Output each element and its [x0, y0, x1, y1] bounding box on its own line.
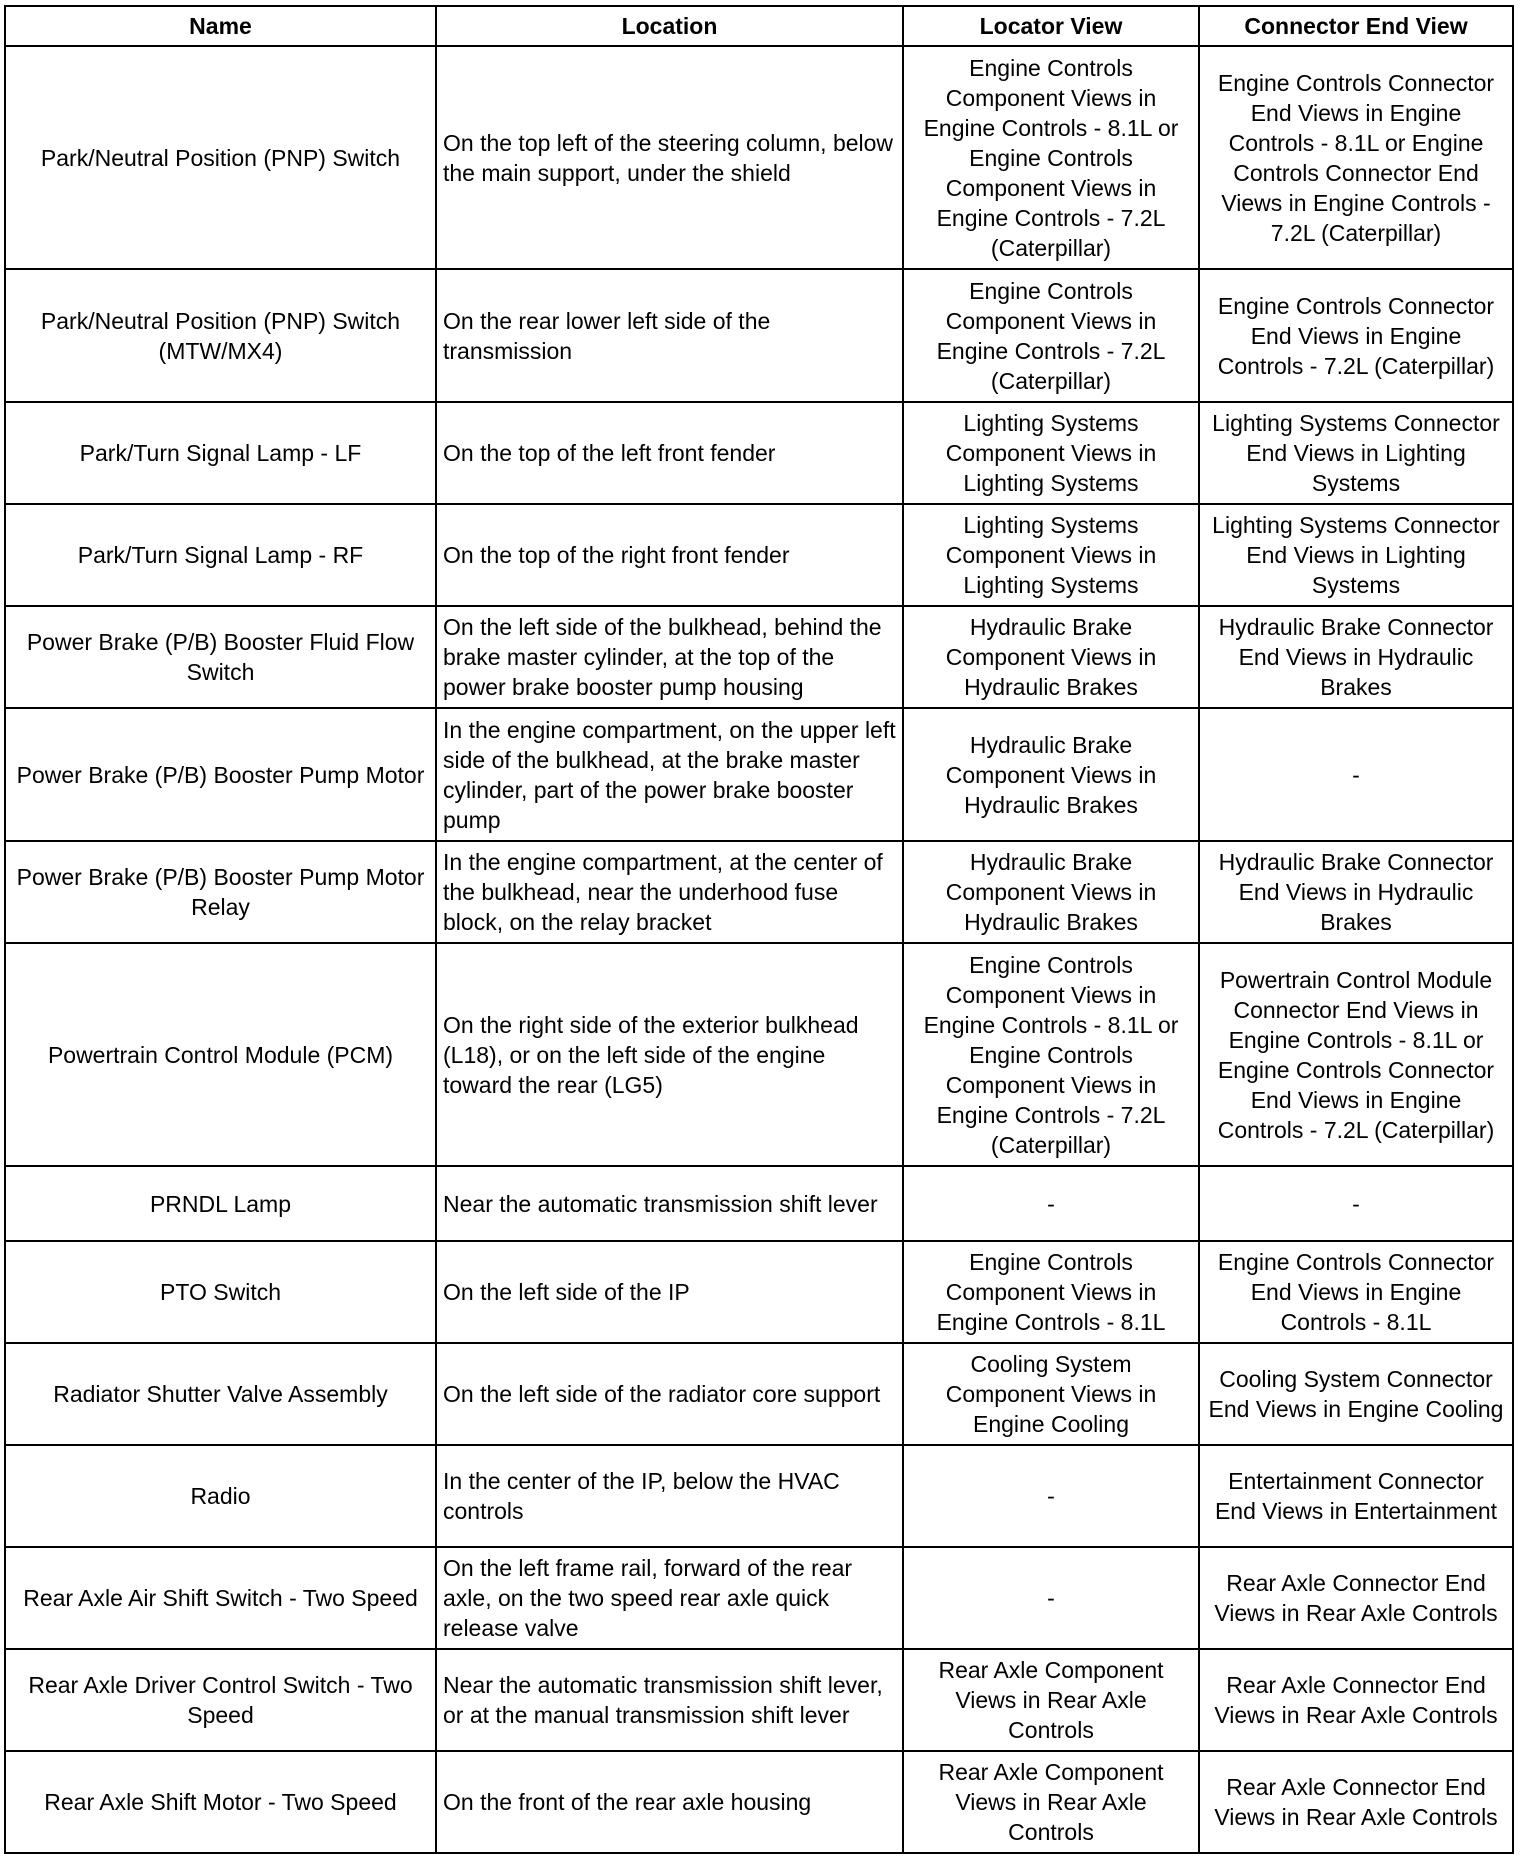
component-location: Near the automatic transmission shift lever — [436, 1166, 903, 1241]
connector-end-view: Hydraulic Brake Connector End Views in Hydraulic Brakes — [1199, 841, 1513, 943]
component-location: On the top of the right front fender — [436, 504, 903, 606]
table-row — [5, 943, 1513, 1166]
component-name: Rear Axle Driver Control Switch - Two Speed — [5, 1649, 436, 1751]
component-name: Rear Axle Air Shift Switch - Two Speed — [5, 1547, 436, 1649]
component-name: Park/Turn Signal Lamp - RF — [5, 504, 436, 606]
table-row — [5, 606, 1513, 708]
component-name: Radiator Shutter Valve Assembly — [5, 1343, 436, 1445]
connector-end-view: - — [1199, 708, 1513, 841]
component-location: On the top left of the steering column, below the main support, under the shield — [436, 46, 903, 269]
component-location: In the engine compartment, at the center of the bulkhead, near the underhood fuse block, on the relay bracket — [436, 841, 903, 943]
component-name: Power Brake (P/B) Booster Pump Motor — [5, 708, 436, 841]
connector-end-view: - — [1199, 1166, 1513, 1241]
connector-end-view: Hydraulic Brake Connector End Views in Hydraulic Brakes — [1199, 606, 1513, 708]
component-name: Powertrain Control Module (PCM) — [5, 943, 436, 1166]
table-row — [5, 269, 1513, 402]
locator-view: - — [903, 1445, 1199, 1547]
locator-view: Hydraulic Brake Component Views in Hydraulic Brakes — [903, 708, 1199, 841]
table-row — [5, 1649, 1513, 1751]
connector-end-view: Engine Controls Connector End Views in Engine Controls - 8.1L — [1199, 1241, 1513, 1343]
locator-view: Rear Axle Component Views in Rear Axle Controls — [903, 1751, 1199, 1853]
component-name: Radio — [5, 1445, 436, 1547]
component-name: PRNDL Lamp — [5, 1166, 436, 1241]
component-locator-table — [4, 5, 1514, 1854]
table-row — [5, 1343, 1513, 1445]
component-location: On the rear lower left side of the transmission — [436, 269, 903, 402]
component-location: On the left side of the bulkhead, behind the brake master cylinder, at the top of the power brake booster pump housing — [436, 606, 903, 708]
table-row — [5, 1445, 1513, 1547]
component-location: On the left frame rail, forward of the rear axle, on the two speed rear axle quick release valve — [436, 1547, 903, 1649]
header-locator-view: Locator View — [903, 6, 1199, 46]
component-location: On the right side of the exterior bulkhead (L18), or on the left side of the engine toward the rear (LG5) — [436, 943, 903, 1166]
component-location: On the front of the rear axle housing — [436, 1751, 903, 1853]
locator-view: - — [903, 1166, 1199, 1241]
connector-end-view: Rear Axle Connector End Views in Rear Axle Controls — [1199, 1751, 1513, 1853]
header-connector-end-view: Connector End View — [1199, 6, 1513, 46]
header-location: Location — [436, 6, 903, 46]
table-row — [5, 46, 1513, 269]
component-name: Park/Neutral Position (PNP) Switch — [5, 46, 436, 269]
connector-end-view: Lighting Systems Connector End Views in Lighting Systems — [1199, 402, 1513, 504]
connector-end-view: Rear Axle Connector End Views in Rear Axle Controls — [1199, 1649, 1513, 1751]
table-row — [5, 708, 1513, 841]
component-name: Power Brake (P/B) Booster Fluid Flow Switch — [5, 606, 436, 708]
table-row — [5, 1751, 1513, 1853]
header-row — [5, 6, 1513, 46]
locator-view: Engine Controls Component Views in Engine Controls - 8.1L — [903, 1241, 1199, 1343]
locator-view: Lighting Systems Component Views in Lighting Systems — [903, 402, 1199, 504]
connector-end-view: Powertrain Control Module Connector End Views in Engine Controls - 8.1L or Engine Controls Connector End Views in Engine Controls - 7.2L (Caterpillar) — [1199, 943, 1513, 1166]
connector-end-view: Engine Controls Connector End Views in Engine Controls - 8.1L or Engine Controls Connector End Views in Engine Controls - 7.2L (Caterpillar) — [1199, 46, 1513, 269]
connector-end-view: Rear Axle Connector End Views in Rear Axle Controls — [1199, 1547, 1513, 1649]
locator-view: Engine Controls Component Views in Engine Controls - 7.2L (Caterpillar) — [903, 269, 1199, 402]
locator-view: Hydraulic Brake Component Views in Hydraulic Brakes — [903, 841, 1199, 943]
connector-end-view: Entertainment Connector End Views in Entertainment — [1199, 1445, 1513, 1547]
component-locator-sheet — [4, 5, 1512, 1854]
component-name: PTO Switch — [5, 1241, 436, 1343]
component-name: Park/Turn Signal Lamp - LF — [5, 402, 436, 504]
locator-view: Cooling System Component Views in Engine Cooling — [903, 1343, 1199, 1445]
table-row — [5, 841, 1513, 943]
component-location: On the top of the left front fender — [436, 402, 903, 504]
component-location: In the center of the IP, below the HVAC controls — [436, 1445, 903, 1547]
locator-view: Lighting Systems Component Views in Lighting Systems — [903, 504, 1199, 606]
table-row — [5, 402, 1513, 504]
component-name: Rear Axle Shift Motor - Two Speed — [5, 1751, 436, 1853]
locator-view: Rear Axle Component Views in Rear Axle Controls — [903, 1649, 1199, 1751]
component-name: Power Brake (P/B) Booster Pump Motor Relay — [5, 841, 436, 943]
table-row — [5, 504, 1513, 606]
locator-view: Hydraulic Brake Component Views in Hydraulic Brakes — [903, 606, 1199, 708]
component-location: Near the automatic transmission shift lever, or at the manual transmission shift lever — [436, 1649, 903, 1751]
header-name: Name — [5, 6, 436, 46]
locator-view: - — [903, 1547, 1199, 1649]
locator-view: Engine Controls Component Views in Engine Controls - 8.1L or Engine Controls Component Views in Engine Controls - 7.2L (Caterpillar) — [903, 943, 1199, 1166]
connector-end-view: Engine Controls Connector End Views in Engine Controls - 7.2L (Caterpillar) — [1199, 269, 1513, 402]
connector-end-view: Lighting Systems Connector End Views in Lighting Systems — [1199, 504, 1513, 606]
table-row — [5, 1547, 1513, 1649]
locator-view: Engine Controls Component Views in Engine Controls - 8.1L or Engine Controls Component Views in Engine Controls - 7.2L (Caterpillar) — [903, 46, 1199, 269]
connector-end-view: Cooling System Connector End Views in Engine Cooling — [1199, 1343, 1513, 1445]
component-location: On the left side of the radiator core support — [436, 1343, 903, 1445]
component-location: On the left side of the IP — [436, 1241, 903, 1343]
component-name: Park/Neutral Position (PNP) Switch (MTW/MX4) — [5, 269, 436, 402]
table-row — [5, 1241, 1513, 1343]
table-row — [5, 1166, 1513, 1241]
component-location: In the engine compartment, on the upper left side of the bulkhead, at the brake master cylinder, part of the power brake booster pump — [436, 708, 903, 841]
